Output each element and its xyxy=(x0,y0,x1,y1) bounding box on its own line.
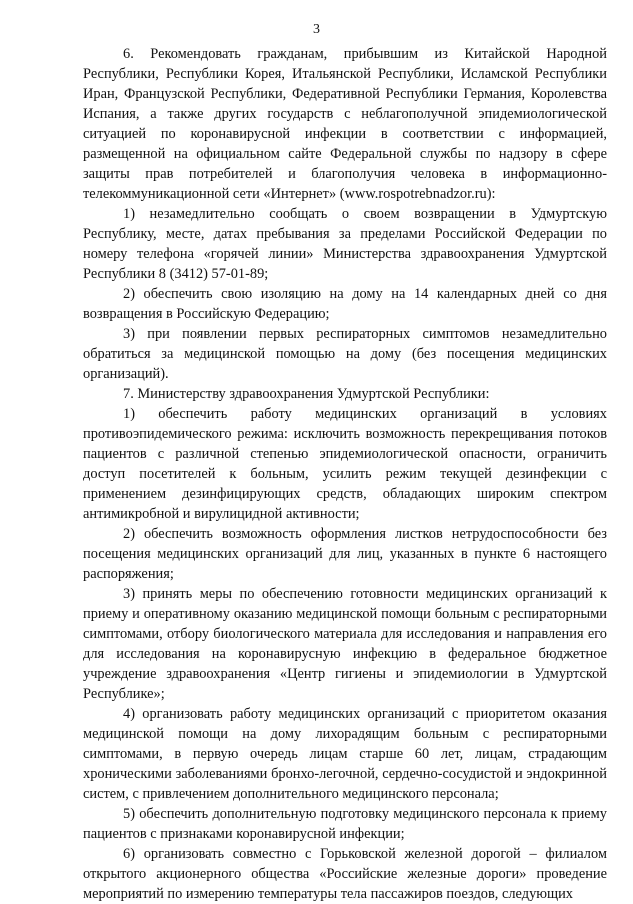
paragraph-7: 7. Министерству здравоохранения Удмуртской Республики: xyxy=(123,386,490,402)
paragraph-6-item-1: 1) незамедлительно сообщать о своем возвращении в Удмуртскую Республику, месте, датах пребывания за пределами Российской Федерации по номеру телефона «горячей линии» Министерства здравоохранения Удмуртской Республики 8 (3412) 57-01-89; xyxy=(83,206,607,282)
paragraph-6: 6. Рекомендовать гражданам, прибывшим из Китайской Народной Республики, Республики Корея, Итальянской Республики, Исламской Республики Иран, Французской Республики, Федеративной Республики Германия, Королевства Испания, а также других государств с неблагополучной эпидемиологической ситуацией по коронавирусной инфекции в соответствии с информацией, размещенной на официальном сайте Федеральной службы по надзору в сфере защиты прав потребителей и благополучия человека в информационно-телекоммуникационной сети «Интернет» (www.rospotrebnadzor.ru): xyxy=(83,46,607,202)
paragraph-6-item-3: 3) при появлении первых респираторных симптомов незамедлительно обратиться за медицинской помощью на дому (без посещения медицинских организаций). xyxy=(83,326,607,382)
paragraph-7-item-2: 2) обеспечить возможность оформления листков нетрудоспособности без посещения медицинских организаций для лиц, указанных в пункте 6 настоящего распоряжения; xyxy=(83,526,607,582)
page-number: 3 xyxy=(313,22,320,37)
paragraph-7-item-3: 3) принять меры по обеспечению готовности медицинских организаций к приему и оперативному оказанию медицинской помощи больным с респираторными симптомами, отбору биологического материала для исследования и направления его для исследования на коронавирусную инфекцию в федеральное бюджетное учреждение здравоохранения «Центр гигиены и эпидемиологии в Удмуртской Республике»; xyxy=(83,586,607,702)
paragraph-6-item-2: 2) обеспечить свою изоляцию на дому на 14 календарных дней со дня возвращения в Российскую Федерацию; xyxy=(83,286,607,322)
paragraph-7-item-6: 6) организовать совместно с Горьковской железной дорогой – филиалом открытого акционерного общества «Российские железные дороги» проведение мероприятий по измерению температуры тела пассажиров поездов, следующих xyxy=(83,846,607,902)
document-body xyxy=(83,44,607,904)
paragraph-7-item-4: 4) организовать работу медицинских организаций с приоритетом оказания медицинской помощи на дому лихорадящим больным с респираторными симптомами, в первую очередь лицам старше 60 лет, лицам, страдающим хроническими заболеваниями бронхо-легочной, сердечно-сосудистой и эндокринной систем, с привлечением дополнительного медицинского персонала; xyxy=(83,706,607,802)
paragraph-7-item-5: 5) обеспечить дополнительную подготовку медицинского персонала к приему пациентов с признаками коронавирусной инфекции; xyxy=(83,806,607,842)
paragraph-7-item-1: 1) обеспечить работу медицинских организаций в условиях противоэпидемического режима: исключить возможность перекрещивания потоков пациентов с различной степенью эпидемиологической опасности, ограничить доступ посетителей к больным, усилить режим текущей дезинфекции с применением дезинфицирующих средств, обладающих широким спектром антимикробной и вирулицидной активности; xyxy=(83,406,607,522)
